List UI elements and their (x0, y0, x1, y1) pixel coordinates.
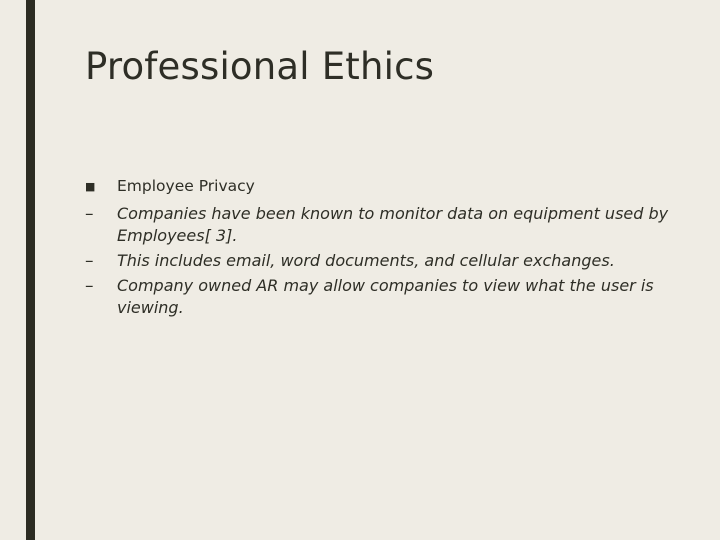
list-item-text: This includes email, word documents, and cellular exchanges. (117, 250, 615, 270)
slide-content-area (35, 0, 720, 540)
list-item (85, 176, 675, 197)
slide-title: Professional Ethics (85, 45, 435, 88)
square-bullet-icon: ■ (85, 180, 96, 193)
slide-body-list (85, 176, 675, 321)
list-item-text: Employee Privacy (117, 177, 255, 195)
list-item-text: Company owned AR may allow companies to view what the user is viewing. (117, 275, 654, 318)
slide-accent-bar (26, 0, 35, 540)
list-item-text: Companies have been known to monitor data on equipment used by Employees[ 3]. (117, 204, 669, 246)
dash-bullet-icon: – (85, 250, 94, 271)
dash-bullet-icon: – (85, 204, 94, 225)
list-item (85, 275, 675, 319)
list-item (85, 203, 675, 247)
dash-bullet-icon: – (85, 275, 94, 296)
list-item (85, 250, 675, 273)
slide-left-band (0, 0, 26, 540)
